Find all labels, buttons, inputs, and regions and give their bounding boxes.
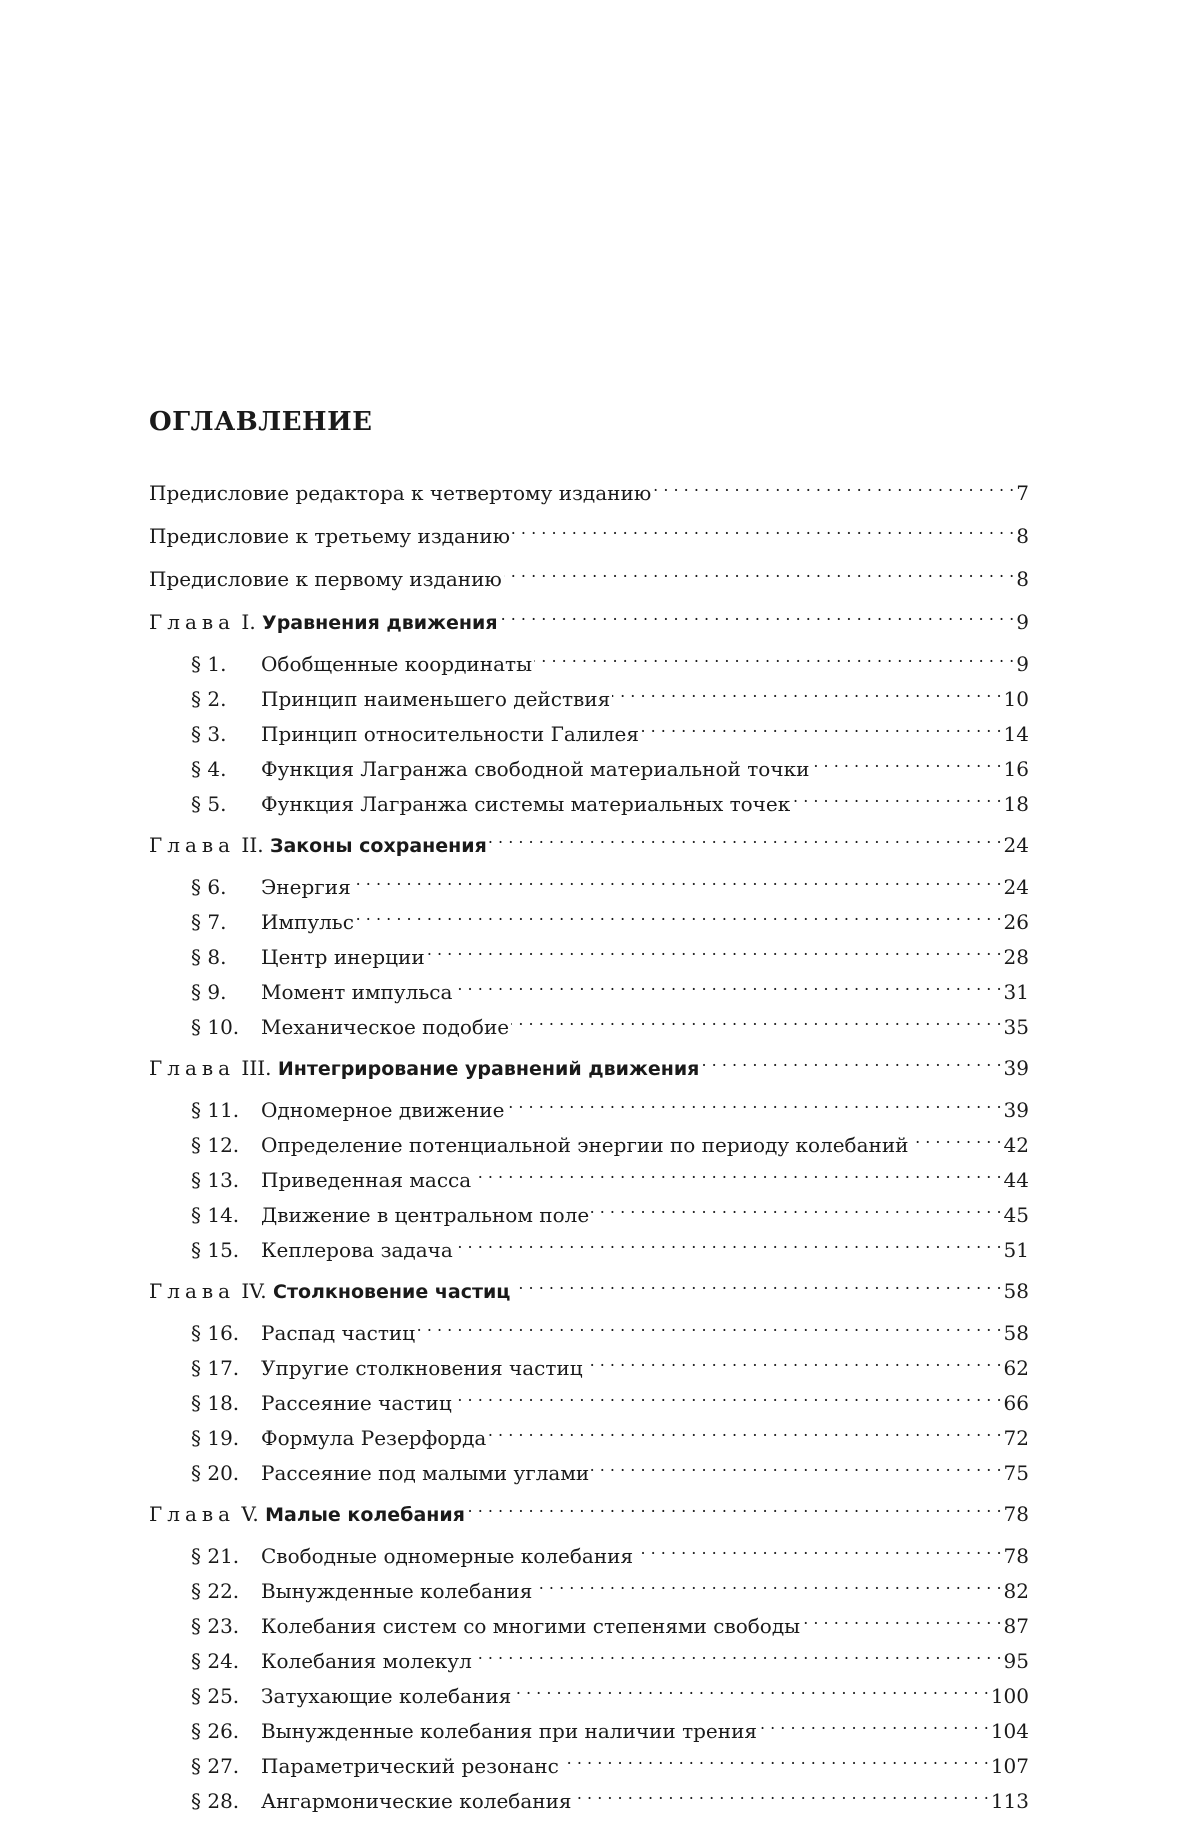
section-entry[interactable]	[149, 1347, 1029, 1382]
page-number: 58	[1003, 1321, 1029, 1345]
chapter-heading	[149, 608, 498, 637]
section-heading	[191, 650, 532, 678]
section-entry[interactable]	[149, 1535, 1029, 1570]
dot-leader	[353, 866, 1002, 894]
chapter-heading	[149, 831, 487, 860]
section-entry[interactable]	[149, 1640, 1029, 1675]
chapter-word: Глава	[149, 1502, 236, 1526]
section-heading	[191, 1131, 909, 1159]
section-entry[interactable]	[149, 748, 1029, 783]
section-title: Ангармонические колебания	[261, 1789, 572, 1813]
chapter-title: Уравнения движения	[262, 612, 498, 634]
section-number: § 5.	[191, 792, 227, 816]
section-number: § 25.	[191, 1684, 240, 1708]
section-title: Функция Лагранжа системы материальных точек	[261, 792, 791, 816]
dot-leader	[511, 1006, 1001, 1034]
section-heading	[191, 943, 425, 971]
section-entry[interactable]	[149, 1382, 1029, 1417]
page-number: 24	[1003, 875, 1029, 899]
page-number: 39	[1003, 1056, 1029, 1080]
section-number: § 20.	[191, 1461, 240, 1485]
section-title: Рассеяние частиц	[261, 1391, 452, 1415]
section-heading	[191, 1236, 453, 1264]
section-heading	[191, 1389, 452, 1417]
section-entry[interactable]	[149, 783, 1029, 818]
section-heading	[191, 1319, 415, 1347]
section-number: § 2.	[191, 687, 227, 711]
section-entry[interactable]	[149, 1124, 1029, 1159]
section-entry[interactable]	[149, 1452, 1029, 1487]
preface-entry[interactable]	[149, 472, 1029, 507]
section-heading	[191, 1542, 633, 1570]
section-heading	[191, 685, 610, 713]
section-title: Упругие столкновения частиц	[261, 1356, 583, 1380]
dot-leader	[504, 558, 1014, 586]
dot-leader	[534, 1570, 1001, 1598]
dot-leader	[488, 1417, 1001, 1445]
dot-leader	[585, 1347, 1002, 1375]
section-title: Принцип наименьшего действия	[261, 687, 611, 711]
dot-leader	[591, 1194, 1001, 1222]
section-entry[interactable]	[149, 1417, 1029, 1452]
section-title: Распад частиц	[261, 1321, 416, 1345]
page-number: 24	[1003, 833, 1029, 857]
page-number: 26	[1003, 910, 1029, 934]
section-title: Вынужденные колебания	[261, 1579, 533, 1603]
section-number: § 6.	[191, 875, 227, 899]
chapter-title: Интегрирование уравнений движения	[277, 1058, 700, 1080]
dot-leader	[701, 1047, 1001, 1075]
dot-leader	[802, 1605, 1001, 1633]
page-number: 72	[1003, 1426, 1029, 1450]
dot-leader	[356, 901, 1002, 929]
dot-leader	[574, 1780, 989, 1808]
chapter-number: II.	[241, 833, 264, 857]
chapter-heading	[149, 1277, 510, 1306]
dot-leader	[792, 783, 1001, 811]
section-heading	[191, 1612, 800, 1640]
section-heading	[191, 1166, 471, 1194]
section-heading	[191, 1096, 504, 1124]
section-title: Механическое подобие	[261, 1015, 510, 1039]
section-number: § 21.	[191, 1544, 240, 1568]
section-title: Свободные одномерные колебания	[261, 1544, 634, 1568]
section-heading	[191, 790, 790, 818]
chapter-entry[interactable]	[149, 1270, 1029, 1306]
section-number: § 4.	[191, 757, 227, 781]
section-entry[interactable]	[149, 643, 1029, 678]
page-number: 31	[1003, 980, 1029, 1004]
dot-leader	[427, 936, 1002, 964]
page-number: 78	[1003, 1502, 1029, 1526]
section-title: Импульс	[261, 910, 354, 934]
section-number: § 14.	[191, 1203, 240, 1227]
section-number: § 12.	[191, 1133, 240, 1157]
page-number: 42	[1003, 1133, 1029, 1157]
dot-leader	[512, 515, 1014, 543]
section-heading	[191, 1682, 511, 1710]
page-number: 14	[1003, 722, 1029, 746]
section-heading	[191, 1013, 509, 1041]
section-number: § 3.	[191, 722, 227, 746]
preface-label: Предисловие редактора к четвертому изданию	[149, 481, 652, 505]
chapter-heading	[149, 1500, 465, 1529]
chapter-number: V.	[241, 1502, 259, 1526]
section-entry[interactable]	[149, 1710, 1029, 1745]
page-number: 58	[1003, 1279, 1029, 1303]
section-list	[149, 1312, 1029, 1487]
section-entry[interactable]	[149, 1745, 1029, 1780]
section-entry[interactable]	[149, 866, 1029, 901]
chapter-list	[149, 601, 1029, 1815]
section-list	[149, 643, 1029, 818]
section-title: Движение в центральном поле	[261, 1203, 590, 1227]
chapter-entry[interactable]	[149, 824, 1029, 860]
page-number: 51	[1003, 1238, 1029, 1262]
section-heading	[191, 978, 452, 1006]
dot-leader	[506, 1089, 1001, 1117]
page-number: 16	[1003, 757, 1029, 781]
section-number: § 8.	[191, 945, 227, 969]
section-number: § 9.	[191, 980, 227, 1004]
section-heading	[191, 720, 639, 748]
chapter-number: I.	[241, 610, 256, 634]
section-entry[interactable]	[149, 1229, 1029, 1264]
dot-leader	[635, 1535, 1001, 1563]
page-number: 18	[1003, 792, 1029, 816]
page-number: 35	[1003, 1015, 1029, 1039]
page-number: 82	[1003, 1579, 1029, 1603]
chapter-entry[interactable]	[149, 601, 1029, 637]
section-number: § 28.	[191, 1789, 240, 1813]
dot-leader	[455, 1229, 1002, 1257]
chapter-number: IV.	[241, 1279, 267, 1303]
section-entry[interactable]	[149, 1605, 1029, 1640]
preface-entry[interactable]	[149, 515, 1029, 550]
section-heading	[191, 1787, 572, 1815]
page-number: 10	[1003, 687, 1029, 711]
dot-leader	[612, 678, 1001, 706]
section-number: § 17.	[191, 1356, 240, 1380]
dot-leader	[811, 748, 1001, 776]
page-number: 44	[1003, 1168, 1029, 1192]
section-heading	[191, 755, 809, 783]
section-list	[149, 866, 1029, 1041]
page-number: 66	[1003, 1391, 1029, 1415]
section-title: Приведенная масса	[261, 1168, 472, 1192]
section-entry[interactable]	[149, 1675, 1029, 1710]
section-entry[interactable]	[149, 1089, 1029, 1124]
section-number: § 27.	[191, 1754, 240, 1778]
section-heading	[191, 1354, 583, 1382]
dot-leader	[534, 643, 1014, 671]
section-heading	[191, 908, 354, 936]
chapter-word: Глава	[149, 833, 236, 857]
section-title: Определение потенциальной энергии по периоду колебаний	[261, 1133, 909, 1157]
page-number: 9	[1016, 652, 1029, 676]
page-number: 113	[990, 1789, 1029, 1813]
chapter-number: III.	[241, 1056, 272, 1080]
dot-leader	[653, 472, 1014, 500]
dot-leader	[512, 1270, 1001, 1298]
chapter-word: Глава	[149, 610, 236, 634]
page-number: 75	[1003, 1461, 1029, 1485]
dot-leader	[454, 971, 1001, 999]
chapter-title: Законы сохранения	[269, 835, 487, 857]
section-heading	[191, 1459, 589, 1487]
dot-leader	[591, 1452, 1001, 1480]
chapter-title: Столкновение частиц	[273, 1281, 511, 1303]
section-entry[interactable]	[149, 1159, 1029, 1194]
dot-leader	[561, 1745, 989, 1773]
section-number: § 22.	[191, 1579, 240, 1603]
section-heading	[191, 873, 351, 901]
dot-leader	[417, 1312, 1001, 1340]
section-title: Параметрический резонанс	[261, 1754, 559, 1778]
section-entry[interactable]	[149, 901, 1029, 936]
page-number: 87	[1003, 1614, 1029, 1638]
section-title: Формула Резерфорда	[261, 1426, 487, 1450]
section-entry[interactable]	[149, 1312, 1029, 1347]
section-entry[interactable]	[149, 678, 1029, 713]
page-number: 39	[1003, 1098, 1029, 1122]
page-number: 45	[1003, 1203, 1029, 1227]
page-number: 28	[1003, 945, 1029, 969]
page-number: 78	[1003, 1544, 1029, 1568]
section-heading	[191, 1424, 486, 1452]
section-number: § 26.	[191, 1719, 240, 1743]
page-number: 62	[1003, 1356, 1029, 1380]
section-heading	[191, 1201, 589, 1229]
preface-entry[interactable]	[149, 558, 1029, 593]
section-heading	[191, 1752, 559, 1780]
dot-leader	[911, 1124, 1002, 1152]
section-entry[interactable]	[149, 1006, 1029, 1041]
preface-label: Предисловие к третьему изданию	[149, 524, 511, 548]
page-number: 104	[990, 1719, 1029, 1743]
section-title: Функция Лагранжа свободной материальной точки	[261, 757, 810, 781]
section-title: Принцип относительности Галилея	[261, 722, 639, 746]
page-number: 9	[1016, 610, 1029, 634]
section-title: Обобщенные координаты	[261, 652, 532, 676]
page-number: 8	[1016, 567, 1029, 591]
section-title: Колебания молекул	[261, 1649, 472, 1673]
section-heading	[191, 1647, 472, 1675]
section-entry[interactable]	[149, 936, 1029, 971]
chapter-entry[interactable]	[149, 1047, 1029, 1083]
section-number: § 19.	[191, 1426, 240, 1450]
section-title: Одномерное движение	[261, 1098, 505, 1122]
dot-leader	[500, 601, 1015, 629]
page-number: 8	[1016, 524, 1029, 548]
section-number: § 7.	[191, 910, 227, 934]
section-list	[149, 1089, 1029, 1264]
section-number: § 15.	[191, 1238, 240, 1262]
section-entry[interactable]	[149, 1194, 1029, 1229]
section-number: § 24.	[191, 1649, 240, 1673]
chapter-word: Глава	[149, 1279, 236, 1303]
chapter-title: Малые колебания	[265, 1504, 465, 1526]
dot-leader	[513, 1675, 989, 1703]
chapter-entry[interactable]	[149, 1493, 1029, 1529]
dot-leader	[641, 713, 1002, 741]
dot-leader	[467, 1493, 1002, 1521]
section-title: Момент импульса	[261, 980, 453, 1004]
page-title: ОГЛАВЛЕНИЕ	[149, 407, 373, 437]
page-number: 7	[1016, 481, 1029, 505]
section-number: § 13.	[191, 1168, 240, 1192]
preface-list	[149, 472, 1029, 593]
dot-leader	[454, 1382, 1002, 1410]
section-entry[interactable]	[149, 1780, 1029, 1815]
section-title: Вынужденные колебания при наличии трения	[261, 1719, 758, 1743]
section-entry[interactable]	[149, 713, 1029, 748]
section-list	[149, 1535, 1029, 1815]
section-title: Затухающие колебания	[261, 1684, 512, 1708]
dot-leader	[489, 824, 1002, 852]
section-number: § 11.	[191, 1098, 240, 1122]
section-entry[interactable]	[149, 971, 1029, 1006]
toc-page	[149, 402, 1029, 1821]
section-title: Кеплерова задача	[261, 1238, 453, 1262]
dot-leader	[473, 1159, 1001, 1187]
dot-leader	[759, 1710, 989, 1738]
section-entry[interactable]	[149, 1570, 1029, 1605]
section-title: Рассеяние под малыми углами	[261, 1461, 590, 1485]
dot-leader	[474, 1640, 1002, 1668]
section-heading	[191, 1717, 757, 1745]
chapter-word: Глава	[149, 1056, 236, 1080]
section-heading	[191, 1577, 532, 1605]
section-number: § 18.	[191, 1391, 240, 1415]
section-number: § 10.	[191, 1015, 240, 1039]
preface-label: Предисловие к первому изданию	[149, 567, 502, 591]
section-number: § 16.	[191, 1321, 240, 1345]
page-number: 95	[1003, 1649, 1029, 1673]
page-number: 100	[990, 1684, 1029, 1708]
section-number: § 23.	[191, 1614, 240, 1638]
section-number: § 1.	[191, 652, 227, 676]
section-title: Колебания систем со многими степенями свободы	[261, 1614, 801, 1638]
page-number: 107	[990, 1754, 1029, 1778]
section-title: Центр инерции	[261, 945, 425, 969]
section-title: Энергия	[261, 875, 351, 899]
chapter-heading	[149, 1054, 699, 1083]
